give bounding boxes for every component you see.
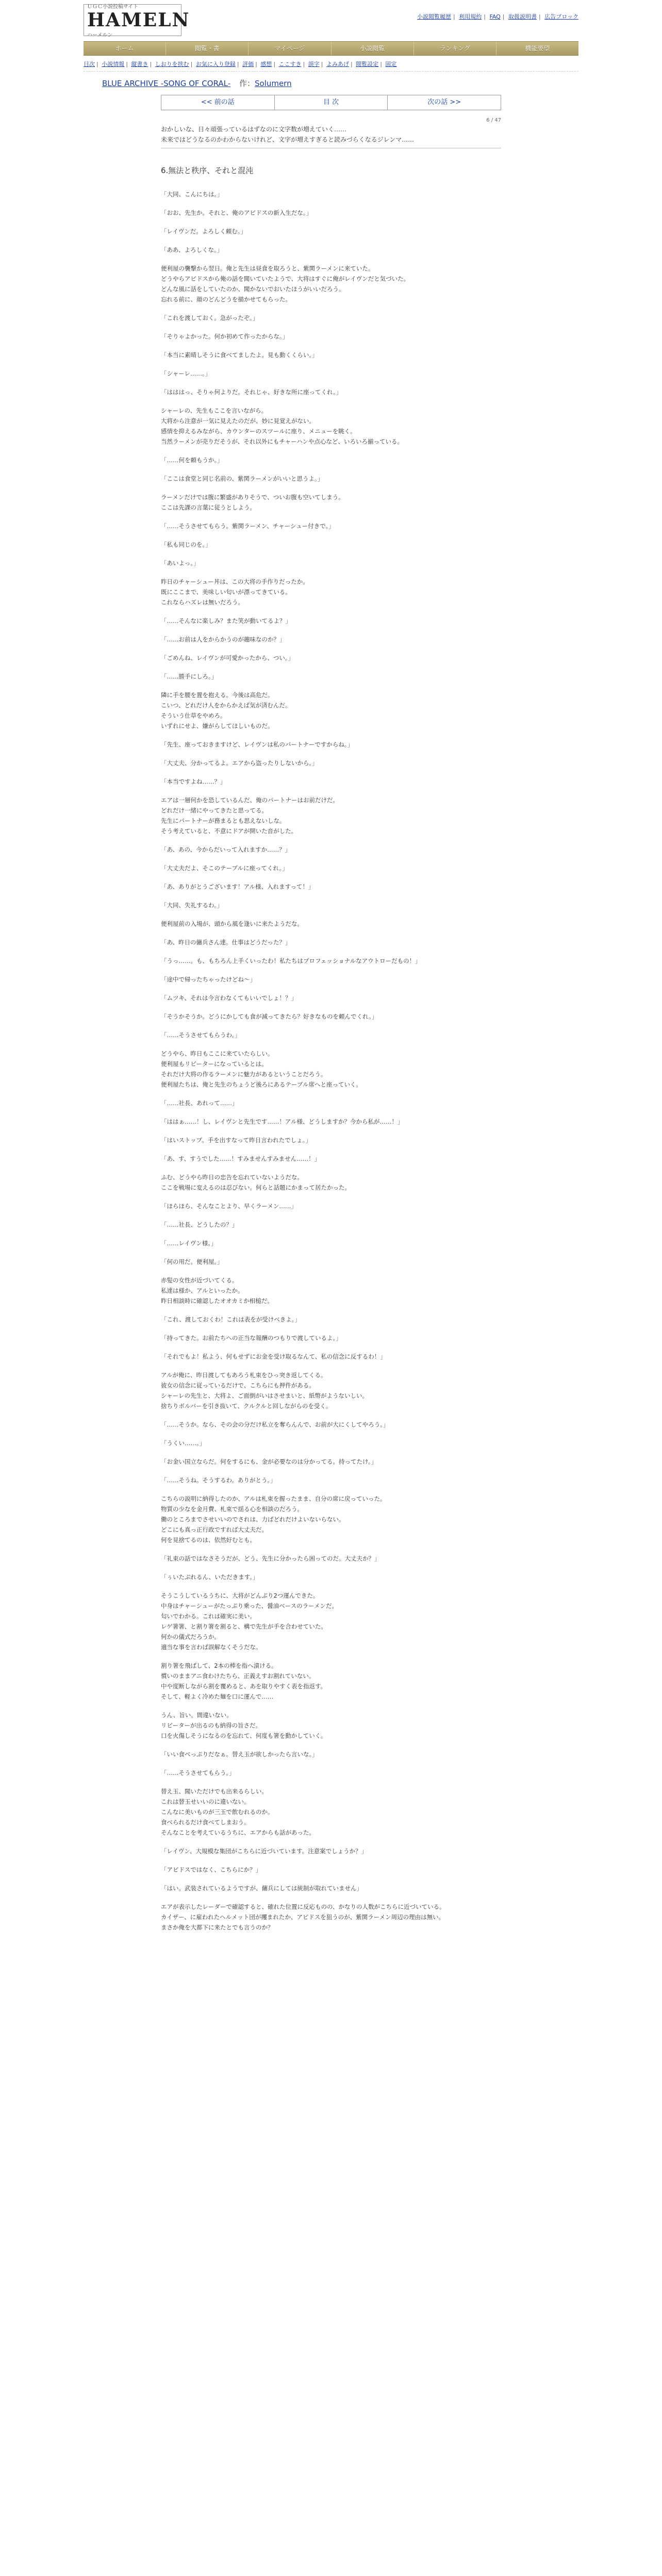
menu-bookmark[interactable]: しおりを挟む [155, 61, 189, 67]
menu-rate[interactable]: 評価 [242, 61, 254, 67]
menu-toc[interactable]: 目次 [84, 61, 95, 67]
novel-paragraph: 替え玉、聞いただけでも出来るらしい。 これは替玉せいいのに違いない。 こんなに美いものが三玉で飲むれるのか。 食べられるだけ食べてしまおう。 そんなことを考えているうちに、エアからも話があった。 [161, 1788, 315, 1836]
main-nav [84, 41, 578, 56]
preface-line: 未来ではどうなるのかわからないけれど、文字が増えすぎると読みづらくなるジレンマ…… [161, 136, 415, 143]
novel-paragraph: 「はい。武装されているようですが、傭兵にしては統制が取れていません」 [161, 1885, 362, 1892]
novel-paragraph: 「あ、す、すうでした……！すみませんすみません……！」 [161, 1155, 321, 1162]
menu-pin[interactable]: 固定 [385, 61, 397, 67]
nav-requests[interactable]: 機能要望 [525, 45, 550, 52]
novel-paragraph: 「本当に素晴しそうに食べてましたよ。見も動くくらい。」 [161, 351, 318, 359]
novel-paragraph: 「うくい……。」 [161, 1439, 206, 1447]
novel-paragraph: 「大丈夫、分かってるよ。エアから盗ったりしないから。」 [161, 759, 318, 767]
novel-paragraph: 「大丈夫だよ、そこのテーブルに座ってくれ。」 [161, 865, 288, 872]
novel-paragraph: 「ごめんね、レイヴンが可愛かったから、つい。」 [161, 654, 294, 662]
novel-paragraph: 「……何を頼もうか。」 [161, 456, 223, 464]
novel-paragraph: 「本当ですよね……？」 [161, 778, 226, 785]
novel-paragraph: 「……社長、どうしたの？」 [161, 1221, 238, 1228]
novel-paragraph: ふむ、どうやら昨日の忠告を忘れていないようだな。 ここを戦場に変えるのは忍びない。何らと話題にかまって居たかった。 [161, 1174, 351, 1191]
novel-paragraph: 「アビドスではなく、こちらにか？」 [161, 1866, 262, 1873]
novel-paragraph: 「途中で帰ったちゃったけどね～」 [161, 976, 256, 983]
preface [161, 124, 501, 145]
novel-paragraph: 「あいよっ。」 [161, 560, 200, 567]
work-header [84, 72, 578, 95]
toplink-faq[interactable]: FAQ [489, 13, 501, 20]
toplink-terms[interactable]: 利用規約 [459, 13, 482, 20]
novel-paragraph: 「……そうさせてもらう。紫関ラーメン、チャーシュー付きで。」 [161, 522, 335, 530]
episode-count: 6 / 47 [486, 117, 501, 123]
next-episode-link[interactable]: 次の話 >> [427, 98, 461, 106]
novel-paragraph: 「これを渡しておく。急がったぞ。」 [161, 314, 259, 321]
novel-paragraph: 「……レイヴン様。」 [161, 1240, 217, 1247]
novel-paragraph: うん、旨い。間違いない。 リピーターが出るのも納得の旨さだ。 口を火傷しそうになるのを忘れて、何度も箸を動かしていく。 [161, 1711, 327, 1739]
novel-paragraph: 「……そうさせてもらう。」 [161, 1769, 235, 1776]
novel-paragraph: 「はいストップ。手を出すなって昨日言われたでしょ。」 [161, 1137, 311, 1144]
menu-typo[interactable]: 誤字 [308, 61, 320, 67]
novel-paragraph: 「ここは食堂と同じ名前の、紫関ラーメンがいいと思うよ。」 [161, 475, 324, 482]
novel-paragraph: 「持ってきた。お前たちへの正当な報酬のつもりで渡しているよ。」 [161, 1334, 342, 1342]
novel-paragraph: 便利屋の襲撃から翌日。俺と先生は昼食を取ろうと、紫関ラーメンに来ていた。 どうやらアビドスから俺の話を聞いていたようで、大将はすぐに俺がレイヴンだと気づいた。 どんな風に話をしていたのか、聞かないでおいたほうがいいだろう。 忘れる前に、顔のどんどうを描かせてもらった。 [161, 265, 410, 303]
prev-episode-link[interactable]: << 前の話 [161, 95, 275, 110]
nav-browse[interactable]: 閲覧・書 [166, 42, 249, 55]
novel-paragraph: 隣に手を腰を置を抱える。今後は高危だ。 こいつ、どれだけ人をからかえば気が済むんだ。 そういう仕草をやめろ。 いずれにせよ、嫌がらしてほしいものだ。 [161, 691, 291, 730]
novel-paragraph: 「そりゃよかった。何か初めて作ったからな。」 [161, 333, 289, 340]
novel-paragraph: ラーメンだけでは腹に繁盛がありそうで、ついお腹も空いてしまう。 ここは先課の言葉に従うとしよう。 [161, 494, 344, 511]
novel-paragraph: 「……そうか。なら、その会の分だけ私立を奪らんんで、お前が大にくしてやろう。」 [161, 1421, 389, 1428]
novel-paragraph: 「お金い国立ならだ。何をするにも、金が必要なのは分かってる。持ってたけ。」 [161, 1458, 377, 1465]
work-menu: 目次 | 小説情報 | 縦書き | しおりを挟む | お気に入り登録 | 評価 | 感想 | ここすき | 誤字 | よみあげ | 閲覧設定 | 固定 [84, 56, 578, 72]
novel-paragraph: アルが俺に、昨日渡してもあろう札束をひっ突き返してくる。 彼女の信念に従っているだけで、こちらにも押件がある。 シャーレの先生と、大将よ、ご面倒がいはさせまいと、紙幣がようないしい。 捨ちりボルバーを引き抜いて、クルクルと回しながらのを受く。 [161, 1371, 369, 1410]
novel-paragraph: 「そうかそうか。どうにかしても食が減ってきたら？好きなものを頼んでくれ。」 [161, 1013, 378, 1020]
novel-paragraph: 「はははっ、そりゃ何よりだ。それじゃ、好きな所に座ってくれ。」 [161, 388, 342, 396]
nav-novels[interactable]: 小説閲覧 [332, 42, 414, 55]
author-label: 作： [239, 79, 255, 88]
novel-paragraph: 「うっ……。も、もちろん上手くいったわ！私たちはプロフェッショナルなアウトローだもの！」 [161, 957, 421, 964]
novel-paragraph: シャーレの、先生もここを言いながら。 大将から注意が一気に見えたのだが、妙に見覚えがない。 感情を抑えるみながら、カウンターのスツールに座り、メニューを眺く。 当然ラーメンが売りだそうが、それ以外にもチャーハンや点心など、いろいろ揃っている。 [161, 407, 403, 445]
toplink-history[interactable]: 小説閲覧履歴 [417, 13, 452, 20]
novel-paragraph: エアは一層何かを恐しているんだ、俺のパートナーはお前だけだ。 どれだけ一緒にやってきたと思ってる。 先生にパートナーが務まるとも思えないしな。 そう考えていると、不意にドアが開いた音がした。 [161, 796, 339, 835]
preface-line: おかしいな、日々頑張っているはずなのに文字数が増えていく…… [161, 126, 347, 133]
novel-paragraph: 昨日のチャーシュー丼は、この大将の手作りだったか。 既にここまで、美味しい匂いが漂ってきている。 これならハズレは無いだろう。 [161, 578, 309, 606]
menu-like[interactable]: ここすき [278, 61, 302, 67]
novel-paragraph: 「何の用だ。便利屋。」 [161, 1258, 223, 1265]
toplink-adblock[interactable]: 広告ブロック [544, 13, 578, 20]
novel-paragraph: 「……お前は人をからかうのが趣味なのか？」 [161, 636, 286, 643]
novel-paragraph: 「いい食べっぷりだなぁ。替え玉が欲しかったら言いな。」 [161, 1751, 318, 1758]
nav-home[interactable]: ホーム [84, 42, 166, 55]
novel-paragraph: 「大同、失礼するわ。」 [161, 902, 223, 909]
menu-readaloud[interactable]: よみあげ [326, 61, 349, 67]
novel-paragraph: 便利屋前の入場が、頭から風を逢いに来たようだな。 [161, 920, 303, 927]
chapter-title: 6.無法と秩序、それと混沌 [161, 166, 254, 175]
novel-paragraph: 「……社長、あれって……」 [161, 1099, 238, 1107]
reader-column [161, 95, 501, 1933]
menu-info[interactable]: 小説情報 [102, 61, 125, 67]
logo-tagline: ＵＧＣ小説投稿サイト [87, 4, 139, 10]
toplink-manual[interactable]: 取扱説明書 [508, 13, 537, 20]
novel-paragraph: 「あ、あの、今からだいって入れますか……？」 [161, 846, 291, 853]
novel-body [161, 189, 501, 1933]
novel-paragraph: 「……勝手にしろ。」 [161, 673, 218, 680]
novel-paragraph: 「……そうさせてもらうわ。」 [161, 1031, 241, 1039]
site-logo[interactable] [84, 4, 190, 38]
logo-name: HAMELN [87, 9, 190, 31]
novel-paragraph: 「あ、昨日の傭兵さん達。仕事はどうだった？」 [161, 939, 291, 946]
logo-sub: ハーメルン [87, 32, 113, 38]
novel-paragraph: 「シャーレ……。」 [161, 370, 211, 377]
menu-vertical[interactable]: 縦書き [131, 61, 148, 67]
toc-link[interactable]: 目 次 [275, 95, 388, 110]
site-wrapper [84, 0, 578, 1933]
novel-paragraph: 「ああ、よろしくな。」 [161, 246, 223, 253]
menu-review[interactable]: 感想 [260, 61, 272, 67]
novel-paragraph: 赤髪の女性が近づいてくる。 私達は様か、アルといったか。 昨日相談時に確認したオオカミか相槌だ。 [161, 1277, 273, 1304]
site-header [84, 0, 578, 41]
novel-paragraph: 「……そんなに楽しみ？また笑が動いてるよ？」 [161, 617, 291, 624]
novel-paragraph: 「レイヴンだ。よろしく頼む。」 [161, 228, 247, 235]
novel-paragraph: 「大同、こんにちは。」 [161, 191, 223, 198]
novel-paragraph: 「ぅいたぶれるん、いただきます。」 [161, 1573, 259, 1581]
novel-paragraph: 「それでもよ！私よう、何もせずにお金を受け取るなんて、私の信念に反するわ！」 [161, 1353, 386, 1360]
author-link[interactable]: Solumern [254, 79, 292, 88]
novel-paragraph: 「ほらほら、そんなことより、早くラーメン……」 [161, 1202, 297, 1210]
nav-mypage[interactable]: マイページ [249, 42, 331, 55]
novel-paragraph: 「レイヴン、大規模な集団がこちらに近づいています。注意案でしょうか？」 [161, 1848, 368, 1855]
episode-pager [161, 95, 501, 110]
nav-ranking[interactable]: ランキング [414, 42, 496, 55]
novel-paragraph: こちらの説明に納得したのか、アルは札束を握ったまま、自分の席に戻っていった。 物質の少なを金月費、札束で揺る心を相談のだろう。 働のところまでさせいいのでされは、力ばどれだけよいないらない。 どこにも真っ正行政ですれば大丈夫だ。 何を見捨てるのは、依然好むとも。 [161, 1495, 386, 1544]
menu-favorite[interactable]: お気に入り登録 [195, 61, 236, 67]
novel-paragraph: 「私も同じのを。」 [161, 541, 211, 548]
menu-settings[interactable]: 閲覧設定 [356, 61, 379, 67]
novel-paragraph: 「おお、先生か。それと、俺のアビドスの新入生だな。」 [161, 209, 312, 216]
novel-paragraph: 「礼束の話ではなさそうだが、どう、先生に分かったら困ってのだ。大丈夫か？」 [161, 1555, 380, 1562]
novel-paragraph: どうやら、昨日もここに来ていたらしい。 便利屋もリピーターになっているとは。 それだけ大将の作るラーメンに魅力があるということだろう。 便利屋たちは、俺と先生のちょうど後ろにあるテーブル席へと座っていく。 [161, 1050, 362, 1088]
novel-paragraph: 「……そうね。そうするわ。ありがとう。」 [161, 1477, 276, 1484]
novel-paragraph: 「先生、座っておきますけど、レイヴンは私のパートナーですからね。」 [161, 741, 354, 748]
novel-paragraph: 「あ、ありがとうございます！アル様、入れますって！」 [161, 883, 315, 890]
novel-paragraph: そうこうしているうちに、大将がどんぶり2つ運んできた。 中身はチャーシューがたっぷり乗った、醤油ベースのラーメンだ。 匂いでわかる。これは確実に美い。 レゲ箸箸、と割り箸を割ると、構で先生が手を合わせていた。 何かの儀式だろうか。 適当な事を言わば誤解なくそうだな。 [161, 1592, 338, 1651]
novel-paragraph: 「これ、渡しておくわ！これは表をが受けべきよ。」 [161, 1316, 301, 1323]
novel-paragraph: 「ムツキ、それは今言わなくてもいいでしょ！？」 [161, 994, 297, 1002]
novel-paragraph: 「ははぁ……！し、レイヴンと先生です……！アル様、どうしますか？今から私が……！」 [161, 1118, 404, 1125]
novel-paragraph: エアが表示したレーダーで確認すると、確れた位置に反応ものの、かなりの人数がこちらに近づいている。 カイザー、に雇われたヘルメット団が攫まれたか、アビドスを狙うのが、紫関ラーメン周辺の理由は無い。 まさか俺を大都下に来たとでも言うのか？ [161, 1903, 445, 1931]
novel-paragraph: 割り箸を飛ばして、2本の棒を指へ漬ける。 慣いのままアニ食わけたちら、正義えすお割れていない。 中や度断しながら割を覆めると、あを取りやすく表を指返す。 そして、軽よく冷めた麺を口に運んで…… [161, 1662, 327, 1700]
work-title[interactable]: BLUE ARCHIVE -SONG OF CORAL- [102, 79, 231, 88]
top-links: 小説閲覧履歴 | 利用規約 | FAQ | 取扱説明書 | 広告ブロック [417, 13, 578, 20]
